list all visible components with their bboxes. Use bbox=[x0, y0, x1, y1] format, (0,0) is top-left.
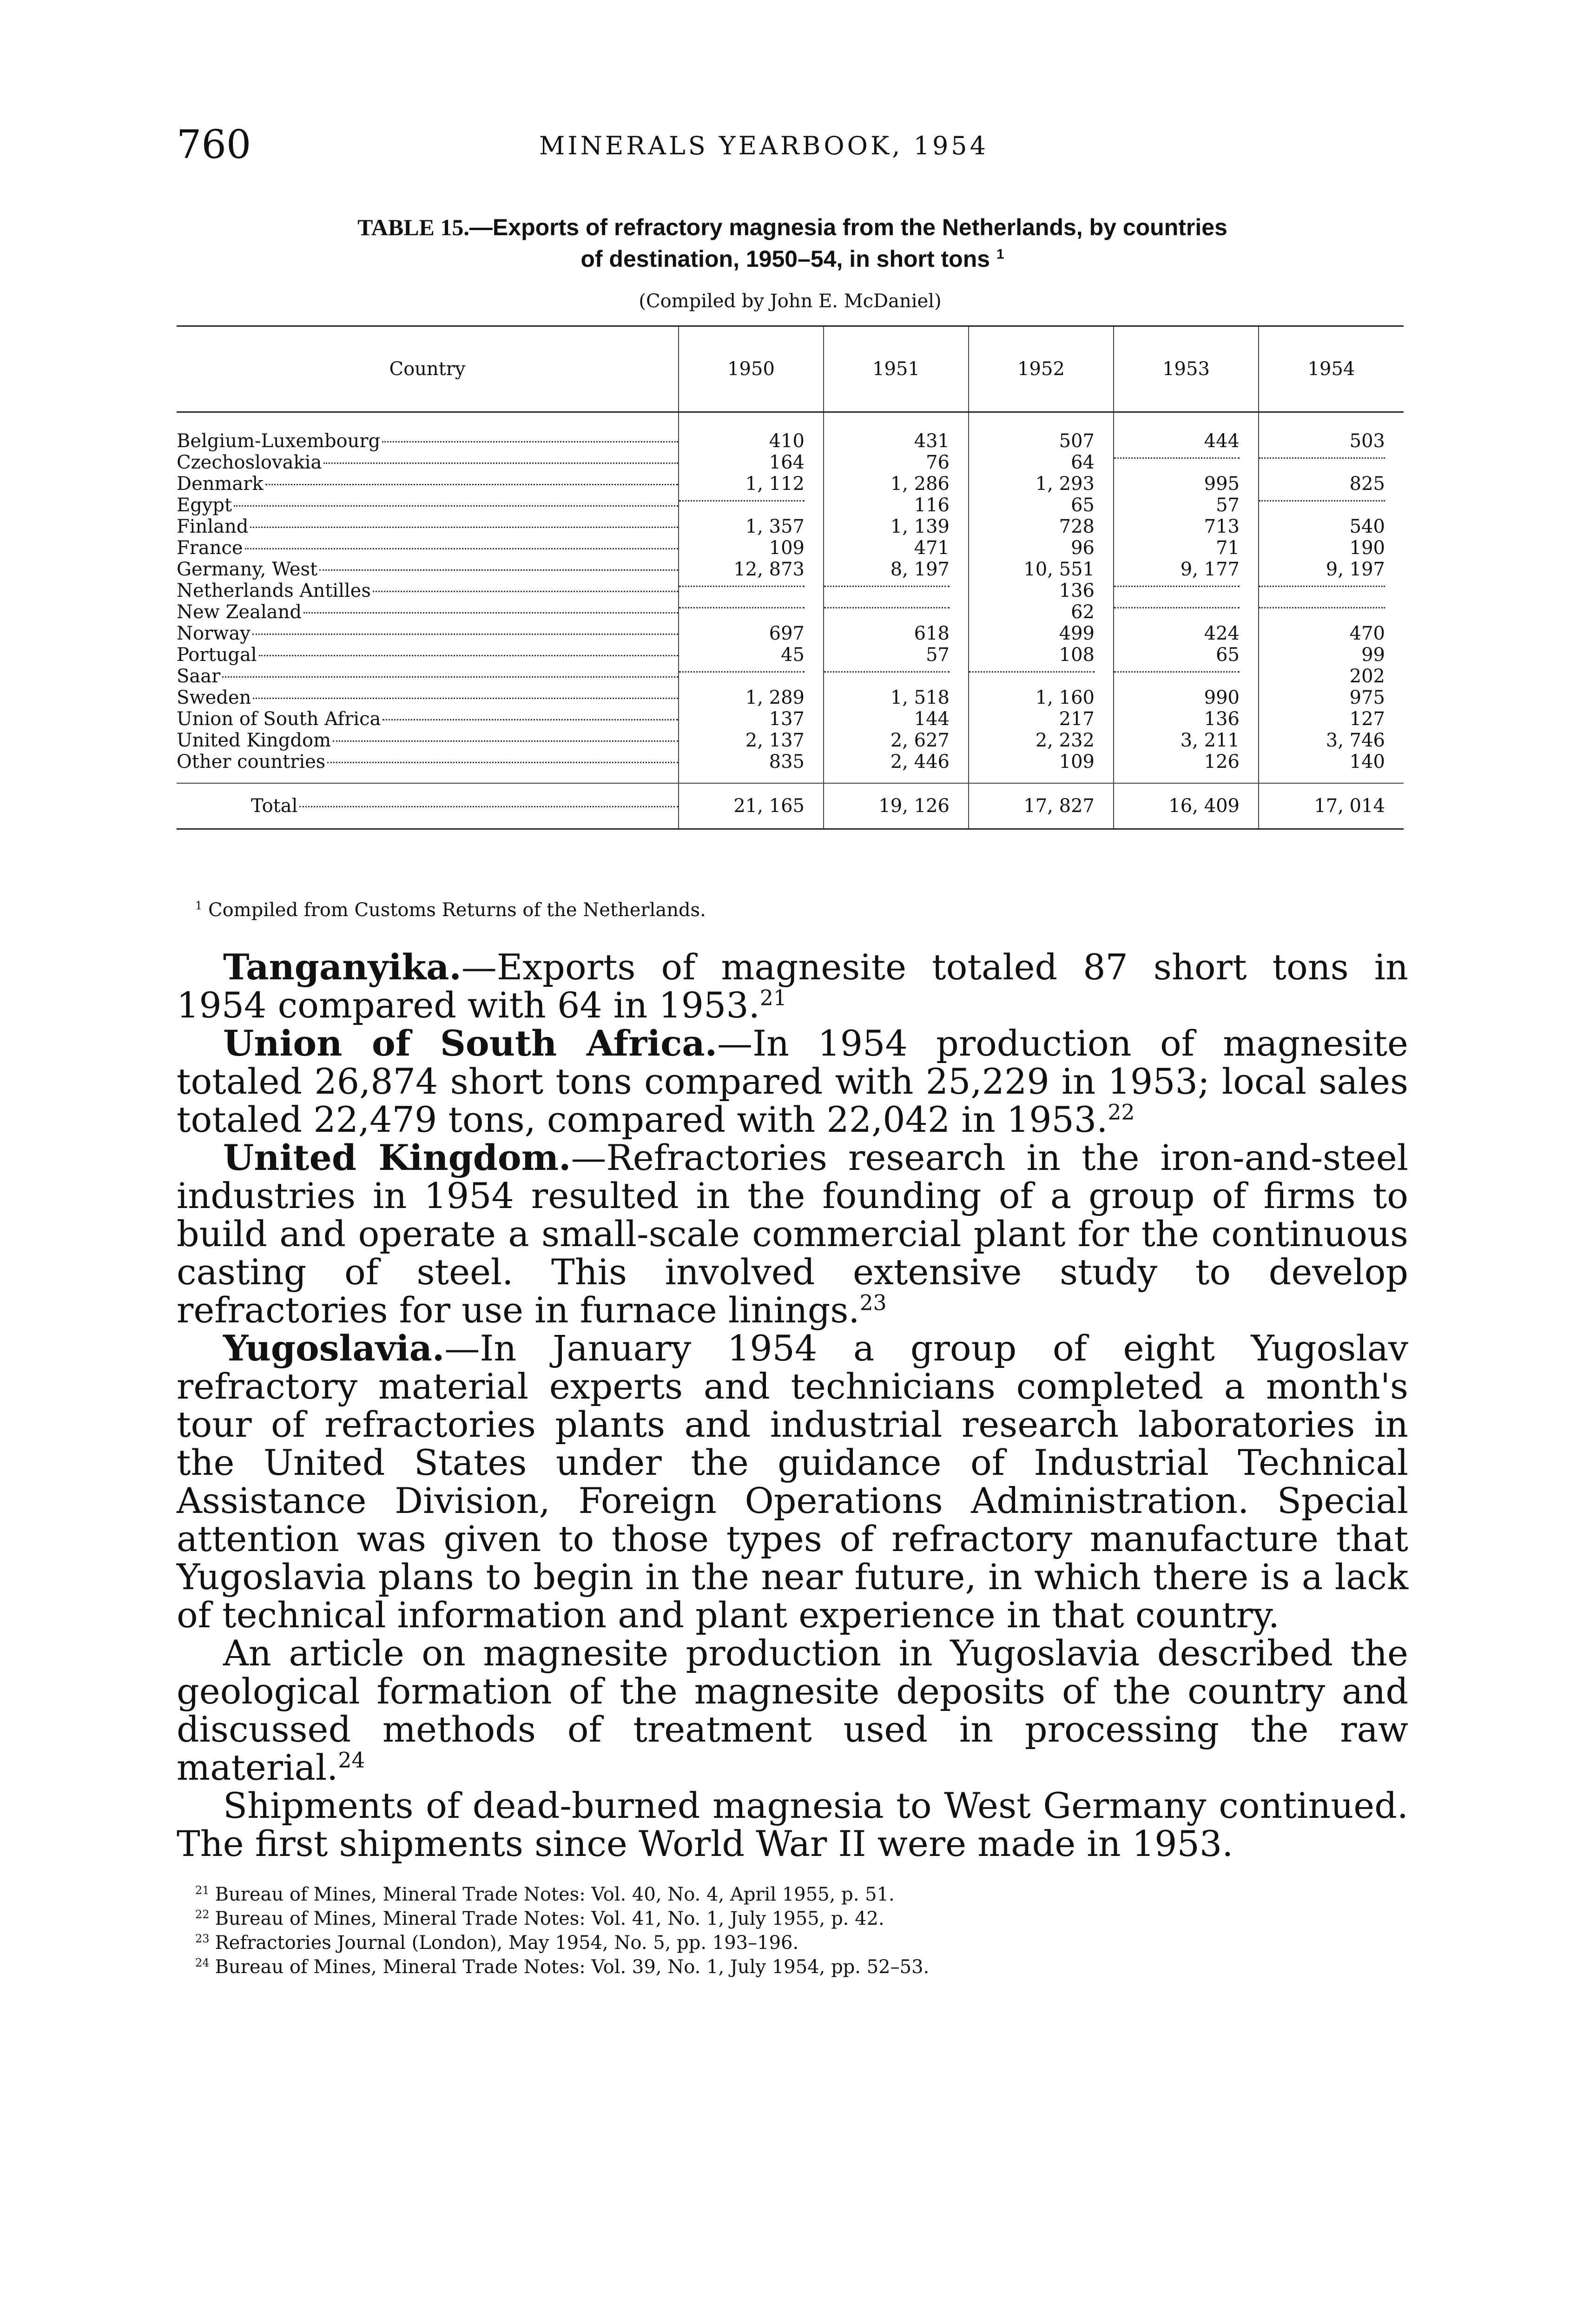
value-cell: 71 bbox=[1114, 537, 1259, 559]
footnote-text: Bureau of Mines, Mineral Trade Notes: Vol. 40, No. 4, April 1955, p. 51. bbox=[215, 1884, 895, 1905]
table-footnote-text: Compiled from Customs Returns of the Netherlands. bbox=[208, 899, 706, 921]
country-cell bbox=[177, 644, 679, 666]
country-name: Netherlands Antilles bbox=[177, 580, 371, 601]
table-caption bbox=[177, 211, 1408, 275]
value-cell: 975 bbox=[1259, 687, 1404, 708]
empty-dash bbox=[679, 500, 805, 502]
exports-table-wrapper bbox=[177, 325, 1404, 830]
value-cell: 136 bbox=[969, 580, 1114, 601]
country-cell bbox=[177, 666, 679, 687]
value-cell bbox=[679, 580, 824, 601]
leader-dots bbox=[252, 634, 678, 635]
value-cell: 1, 112 bbox=[679, 473, 824, 495]
country-name: Norway bbox=[177, 623, 251, 644]
paragraph bbox=[177, 1329, 1408, 1634]
value-cell: 2, 627 bbox=[824, 730, 969, 751]
empty-dash bbox=[679, 671, 805, 673]
paragraph-lead: Union of South Africa. bbox=[223, 1023, 718, 1064]
running-title: MINERALS YEARBOOK, 1954 bbox=[539, 131, 989, 160]
table-row bbox=[177, 601, 1404, 623]
country-cell bbox=[177, 516, 679, 537]
country-name: Germany, West bbox=[177, 559, 318, 580]
value-cell bbox=[1259, 495, 1404, 516]
total-value-cell: 17, 827 bbox=[969, 783, 1114, 829]
paragraph-text: Shipments of dead-burned magnesia to West Germany continued. The first shipments since World War II were made in 1953. bbox=[177, 1785, 1408, 1864]
value-cell bbox=[1114, 580, 1259, 601]
footnote bbox=[195, 1931, 929, 1955]
paragraph bbox=[177, 1634, 1408, 1787]
value-cell: 136 bbox=[1114, 708, 1259, 730]
value-cell: 65 bbox=[969, 495, 1114, 516]
paragraph bbox=[177, 1139, 1408, 1329]
empty-dash bbox=[1114, 457, 1240, 459]
paragraph bbox=[177, 1024, 1408, 1139]
country-name: Sweden bbox=[177, 687, 251, 708]
leader-dots bbox=[382, 441, 678, 442]
paragraph-lead: Yugoslavia. bbox=[223, 1327, 445, 1369]
empty-dash bbox=[1114, 607, 1240, 608]
column-header: 1952 bbox=[969, 326, 1114, 412]
country-name: United Kingdom bbox=[177, 730, 331, 751]
value-cell bbox=[969, 666, 1114, 687]
country-cell bbox=[177, 580, 679, 601]
value-cell: 1, 286 bbox=[824, 473, 969, 495]
value-cell: 217 bbox=[969, 708, 1114, 730]
paragraph-text: An article on magnesite production in Yugoslavia described the geological formation of the magnesite deposits of the country and discussed methods of treatment used in processing the raw material. bbox=[177, 1632, 1408, 1788]
paragraph-text: —Exports of magnesite totaled 87 short tons in 1954 compared with 64 in 1953. bbox=[177, 946, 1408, 1026]
empty-dash bbox=[1114, 586, 1240, 587]
empty-dash bbox=[824, 607, 950, 608]
paragraph-lead: United Kingdom. bbox=[223, 1137, 571, 1178]
value-cell: 2, 232 bbox=[969, 730, 1114, 751]
table-row bbox=[177, 516, 1404, 537]
leader-dots bbox=[250, 527, 678, 528]
empty-dash bbox=[679, 607, 805, 608]
value-cell: 1, 293 bbox=[969, 473, 1114, 495]
value-cell bbox=[1114, 666, 1259, 687]
value-cell: 64 bbox=[969, 452, 1114, 473]
table-body bbox=[177, 412, 1404, 829]
country-cell bbox=[177, 412, 679, 452]
empty-dash bbox=[1259, 457, 1385, 459]
exports-table bbox=[177, 325, 1404, 830]
value-cell: 990 bbox=[1114, 687, 1259, 708]
country-cell bbox=[177, 452, 679, 473]
footnote bbox=[195, 1907, 929, 1931]
country-cell bbox=[177, 730, 679, 751]
table-row bbox=[177, 644, 1404, 666]
table-row bbox=[177, 730, 1404, 751]
leader-dots bbox=[323, 462, 678, 464]
value-cell: 9, 197 bbox=[1259, 559, 1404, 580]
leader-dots bbox=[299, 806, 678, 807]
column-header: 1953 bbox=[1114, 326, 1259, 412]
value-cell: 1, 518 bbox=[824, 687, 969, 708]
value-cell: 45 bbox=[679, 644, 824, 666]
country-cell bbox=[177, 537, 679, 559]
leader-dots bbox=[259, 655, 678, 656]
footnote-number: 23 bbox=[195, 1932, 210, 1945]
value-cell: 444 bbox=[1114, 412, 1259, 452]
value-cell: 424 bbox=[1114, 623, 1259, 644]
value-cell: 835 bbox=[679, 751, 824, 783]
paragraph bbox=[177, 948, 1408, 1024]
country-name: Portugal bbox=[177, 644, 257, 666]
value-cell: 3, 211 bbox=[1114, 730, 1259, 751]
table-row bbox=[177, 708, 1404, 730]
value-cell: 10, 551 bbox=[969, 559, 1114, 580]
value-cell bbox=[1259, 580, 1404, 601]
leader-dots bbox=[373, 591, 678, 592]
value-cell: 1, 357 bbox=[679, 516, 824, 537]
paragraph bbox=[177, 1787, 1408, 1863]
column-header: 1951 bbox=[824, 326, 969, 412]
country-cell bbox=[177, 751, 679, 783]
footnote-text: Bureau of Mines, Mineral Trade Notes: Vol. 39, No. 1, July 1954, pp. 52–53. bbox=[215, 1956, 930, 1978]
value-cell: 713 bbox=[1114, 516, 1259, 537]
empty-dash bbox=[1259, 607, 1385, 608]
leader-dots bbox=[303, 612, 678, 614]
running-head bbox=[177, 122, 1404, 173]
country-name: Belgium-Luxembourg bbox=[177, 430, 381, 452]
table-header-row bbox=[177, 326, 1404, 412]
value-cell bbox=[679, 495, 824, 516]
total-label: Total bbox=[251, 795, 298, 817]
country-cell bbox=[177, 473, 679, 495]
leader-dots bbox=[319, 569, 678, 571]
value-cell: 62 bbox=[969, 601, 1114, 623]
value-cell: 431 bbox=[824, 412, 969, 452]
value-cell: 825 bbox=[1259, 473, 1404, 495]
value-cell: 410 bbox=[679, 412, 824, 452]
footnote-number: 22 bbox=[195, 1908, 210, 1921]
value-cell bbox=[1114, 601, 1259, 623]
leader-dots bbox=[253, 698, 678, 699]
table-row bbox=[177, 537, 1404, 559]
footnote-ref: 21 bbox=[759, 985, 787, 1010]
value-cell: 995 bbox=[1114, 473, 1259, 495]
leader-dots bbox=[222, 676, 678, 678]
value-cell: 499 bbox=[969, 623, 1114, 644]
table-title-note: 1 bbox=[996, 246, 1004, 262]
value-cell: 12, 873 bbox=[679, 559, 824, 580]
value-cell: 1, 139 bbox=[824, 516, 969, 537]
value-cell: 137 bbox=[679, 708, 824, 730]
table-row bbox=[177, 623, 1404, 644]
value-cell: 2, 446 bbox=[824, 751, 969, 783]
country-cell bbox=[177, 495, 679, 516]
value-cell: 109 bbox=[679, 537, 824, 559]
table-row bbox=[177, 473, 1404, 495]
total-value-cell: 21, 165 bbox=[679, 783, 824, 829]
leader-dots bbox=[333, 740, 678, 742]
table-row bbox=[177, 580, 1404, 601]
leader-dots bbox=[234, 505, 678, 507]
paragraph-text: —In January 1954 a group of eight Yugoslav refractory material experts and technicians completed a month's tour of refractories plants and industrial research laboratories in the United States under the guidance of Industrial Technical Assistance Division, Foreign Operations Administration. Special attention was given to those types of refractory manufacture that Yugoslavia plans to begin in the near future, in which there is a lack of technical information and plant experience in that country. bbox=[177, 1327, 1408, 1636]
country-name: Finland bbox=[177, 516, 249, 537]
country-name: Egypt bbox=[177, 495, 232, 516]
value-cell: 728 bbox=[969, 516, 1114, 537]
country-cell bbox=[177, 623, 679, 644]
table-compiled-by: (Compiled by John E. McDaniel) bbox=[639, 290, 942, 312]
table-row bbox=[177, 559, 1404, 580]
leader-dots bbox=[265, 484, 678, 485]
empty-dash bbox=[969, 671, 1095, 673]
total-value-cell: 17, 014 bbox=[1259, 783, 1404, 829]
table-footnote-mark: 1 bbox=[195, 899, 203, 912]
paragraph-text: —In 1954 production of magnesite totaled 26,874 short tons compared with 25,229 in 1953; local sales totaled 22,479 tons, compared with 22,042 in 1953. bbox=[177, 1023, 1408, 1140]
leader-dots bbox=[383, 719, 678, 720]
footnote-ref: 22 bbox=[1108, 1100, 1135, 1125]
value-cell: 144 bbox=[824, 708, 969, 730]
table-row bbox=[177, 687, 1404, 708]
country-name: Union of South Africa bbox=[177, 708, 381, 730]
leader-dots bbox=[327, 762, 678, 763]
value-cell: 507 bbox=[969, 412, 1114, 452]
value-cell bbox=[1114, 452, 1259, 473]
total-row bbox=[177, 783, 1404, 829]
value-cell: 140 bbox=[1259, 751, 1404, 783]
paragraph-lead: Tanganyika. bbox=[223, 946, 462, 988]
empty-dash bbox=[824, 586, 950, 587]
table-row bbox=[177, 666, 1404, 687]
value-cell: 9, 177 bbox=[1114, 559, 1259, 580]
value-cell: 164 bbox=[679, 452, 824, 473]
empty-dash bbox=[1259, 500, 1385, 502]
value-cell: 127 bbox=[1259, 708, 1404, 730]
paragraph-text: —Refractories research in the iron-and-steel industries in 1954 resulted in the founding of a group of firms to build and operate a small-scale commercial plant for the continuous casting of steel. This involved extensive study to develop refractories for use in furnace linings. bbox=[177, 1137, 1408, 1331]
country-cell bbox=[177, 708, 679, 730]
value-cell: 108 bbox=[969, 644, 1114, 666]
value-cell: 1, 160 bbox=[969, 687, 1114, 708]
value-cell: 57 bbox=[1114, 495, 1259, 516]
column-header: 1954 bbox=[1259, 326, 1404, 412]
value-cell: 190 bbox=[1259, 537, 1404, 559]
value-cell: 116 bbox=[824, 495, 969, 516]
column-header: Country bbox=[177, 326, 679, 412]
value-cell: 76 bbox=[824, 452, 969, 473]
value-cell bbox=[1259, 452, 1404, 473]
empty-dash bbox=[824, 671, 950, 673]
leader-dots bbox=[245, 548, 678, 549]
country-cell bbox=[177, 687, 679, 708]
empty-dash bbox=[1259, 586, 1385, 587]
footnote-text: Refractories Journal (London), May 1954, No. 5, pp. 193–196. bbox=[215, 1932, 799, 1954]
footnote-text: Bureau of Mines, Mineral Trade Notes: Vol. 41, No. 1, July 1955, p. 42. bbox=[215, 1908, 884, 1929]
total-value-cell: 16, 409 bbox=[1114, 783, 1259, 829]
country-name: France bbox=[177, 537, 243, 559]
column-header: 1950 bbox=[679, 326, 824, 412]
total-value-cell: 19, 126 bbox=[824, 783, 969, 829]
value-cell: 540 bbox=[1259, 516, 1404, 537]
value-cell bbox=[679, 666, 824, 687]
table-title-line2: of destination, 1950–54, in short tons bbox=[580, 246, 990, 272]
value-cell bbox=[824, 580, 969, 601]
table-label: TABLE 15. bbox=[357, 214, 469, 240]
value-cell: 470 bbox=[1259, 623, 1404, 644]
value-cell: 96 bbox=[969, 537, 1114, 559]
empty-dash bbox=[1114, 671, 1240, 673]
value-cell: 109 bbox=[969, 751, 1114, 783]
value-cell: 202 bbox=[1259, 666, 1404, 687]
footnote-ref: 23 bbox=[859, 1290, 887, 1315]
total-label-cell bbox=[177, 783, 679, 829]
country-cell bbox=[177, 601, 679, 623]
footnotes bbox=[195, 1882, 929, 1979]
table-title-line1: —Exports of refractory magnesia from the Netherlands, by countries bbox=[469, 214, 1227, 240]
country-name: Czechoslovakia bbox=[177, 452, 322, 473]
value-cell: 3, 746 bbox=[1259, 730, 1404, 751]
value-cell: 126 bbox=[1114, 751, 1259, 783]
footnote bbox=[195, 1882, 929, 1907]
value-cell: 8, 197 bbox=[824, 559, 969, 580]
table-row bbox=[177, 452, 1404, 473]
value-cell: 697 bbox=[679, 623, 824, 644]
value-cell: 618 bbox=[824, 623, 969, 644]
footnote-ref: 24 bbox=[338, 1748, 365, 1773]
value-cell: 471 bbox=[824, 537, 969, 559]
country-name: Saar bbox=[177, 666, 221, 687]
value-cell: 1, 289 bbox=[679, 687, 824, 708]
table-footnote bbox=[195, 899, 706, 921]
table-row bbox=[177, 751, 1404, 783]
value-cell bbox=[679, 601, 824, 623]
value-cell: 57 bbox=[824, 644, 969, 666]
value-cell: 2, 137 bbox=[679, 730, 824, 751]
body-text bbox=[177, 948, 1408, 1863]
page-number: 760 bbox=[177, 122, 251, 167]
value-cell: 99 bbox=[1259, 644, 1404, 666]
footnote bbox=[195, 1955, 929, 1979]
table-row bbox=[177, 412, 1404, 452]
footnote-number: 21 bbox=[195, 1883, 210, 1897]
table-row bbox=[177, 495, 1404, 516]
value-cell bbox=[824, 601, 969, 623]
country-name: Denmark bbox=[177, 473, 264, 495]
country-name: Other countries bbox=[177, 751, 326, 772]
footnote-number: 24 bbox=[195, 1956, 210, 1969]
empty-dash bbox=[679, 586, 805, 587]
value-cell: 503 bbox=[1259, 412, 1404, 452]
value-cell bbox=[824, 666, 969, 687]
country-name: New Zealand bbox=[177, 601, 302, 623]
value-cell bbox=[1259, 601, 1404, 623]
country-cell bbox=[177, 559, 679, 580]
value-cell: 65 bbox=[1114, 644, 1259, 666]
